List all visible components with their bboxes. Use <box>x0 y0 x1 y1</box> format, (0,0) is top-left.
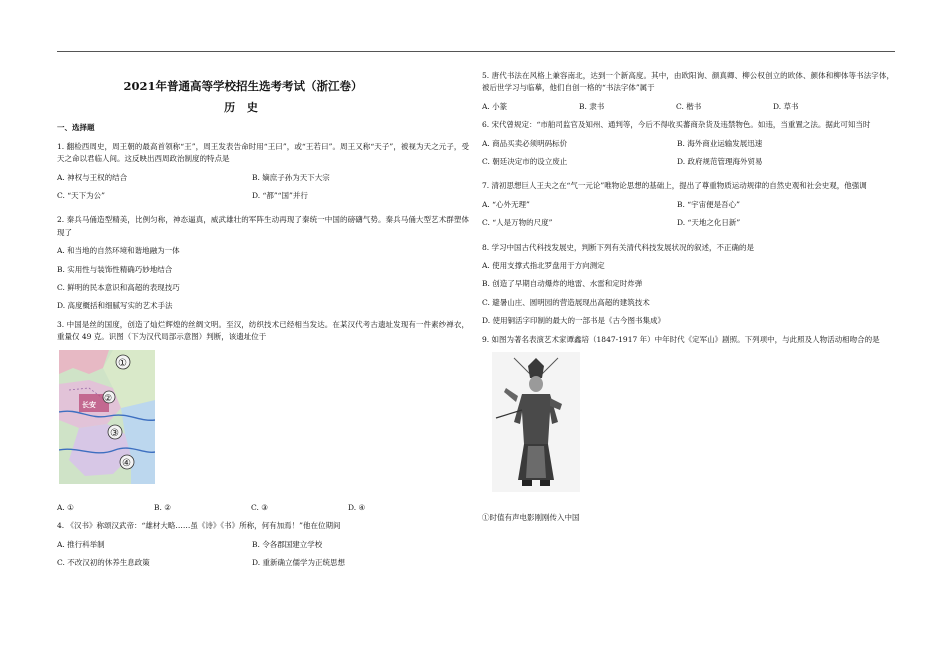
q3-option-b[interactable]: B. ② <box>154 502 172 512</box>
question-3-stem: 3. 中国是丝的国度，创造了灿烂辉煌的丝绸文明。至汉，纺织技术已经相当发达。在某汉代考古遗址发现有一件素纱禅衣，重量仅 49 克。识图（下为汉代局部示意图）判断，该遗址位于 <box>57 319 469 342</box>
q4-option-d[interactable]: D. 重新确立儒学为正统思想 <box>252 557 346 567</box>
q7-option-c[interactable]: C. “人是万物的尺度” <box>482 218 553 228</box>
map-graphic <box>59 350 155 484</box>
question-1-stem: 1. 翻检西周史，周王朝的最高首领称“王”，周王发表告命时用“王曰”，或“王若曰”。周王又称“天子”，被视为天之元子，受天之命以君临人间。这反映出西周政治制度的特点是 <box>57 141 469 164</box>
q5-option-a[interactable]: A. 小篆 <box>482 101 508 111</box>
q3-option-a[interactable]: A. ① <box>57 502 74 512</box>
q7-option-a[interactable]: A. “心外无理” <box>482 199 530 209</box>
right-column <box>482 70 894 531</box>
q5-option-d[interactable]: D. 草书 <box>773 101 799 111</box>
question-2-stem: 2. 秦兵马俑造型精美，比例匀称，神态逼真，威武雄壮的军阵生动再现了秦统一中国的磅礴气势。秦兵马俑大型艺术群塑体现了 <box>57 215 469 237</box>
question-1-options <box>57 172 469 209</box>
q7-option-b[interactable]: B. “宇宙便是吾心” <box>677 199 740 209</box>
question-9-stem: 9. 如图为著名表演艺术家谭鑫培（1847-1917 年）中年时代《定军山》剧照。下列项中，与此照及人物活动相吻合的是 <box>482 334 880 344</box>
left-column <box>57 70 469 581</box>
q3-option-c[interactable]: C. ③ <box>251 502 268 512</box>
map-marker-4: ④ <box>122 457 131 469</box>
q7-option-d[interactable]: D. “天地之化日新” <box>677 218 741 228</box>
q2-option-b[interactable]: B. 实用性与装饰性精确巧妙地结合 <box>57 264 173 274</box>
question-7-options <box>482 199 894 236</box>
question-7-stem: 7. 清初思想巨人王夫之在“气一元论”唯物论思想的基础上，提出了尊重物质运动规律的自然史观和社会史观，他强调 <box>482 181 867 191</box>
q5-option-b[interactable]: B. 隶书 <box>579 101 605 111</box>
question-4-stem: 4. 《汉书》称颂汉武帝：“雄材大略……虽《诗》《书》所称，何有加焉！”他在位期间 <box>57 521 341 531</box>
question-5-options <box>482 101 894 113</box>
q8-option-b[interactable]: B. 创造了早期自动爆炸的地雷、水雷和定时炸弹 <box>482 279 643 289</box>
q8-option-d[interactable]: D. 使用铜活字印制的最大的一部书是《古今图书集成》 <box>482 316 666 326</box>
han-dynasty-map <box>59 350 155 484</box>
exam-title: 2021年普通高等学校招生选考考试（浙江卷） <box>123 79 363 93</box>
q2-option-c[interactable]: C. 鲜明的民本意识和高超的表现技巧 <box>57 283 180 293</box>
q8-option-a[interactable]: A. 使用支撑式指北罗盘用于方向测定 <box>482 261 605 271</box>
q6-option-b[interactable]: B. 海外商业运输发展迅速 <box>677 138 763 148</box>
map-marker-2: ② <box>104 393 113 404</box>
opera-photo <box>492 352 580 492</box>
q2-option-d[interactable]: D. 高度概括和细腻写实的艺术手法 <box>57 301 173 311</box>
header-rule <box>57 51 895 52</box>
q9-item-1[interactable]: ①时值有声电影刚刚传入中国 <box>482 513 580 523</box>
q2-option-a[interactable]: A. 和当地的自然环境和谐地融为一体 <box>57 246 180 256</box>
question-8-stem: 8. 学习中国古代科技发展史，判断下列有关清代科技发展状况的叙述，不正确的是 <box>482 242 755 252</box>
q6-option-d[interactable]: D. 政府规范管理海外贸易 <box>677 157 763 167</box>
map-city-label: 长安 <box>82 399 96 409</box>
section-heading: 一、选择题 <box>57 123 95 133</box>
map-marker-3: ③ <box>110 427 119 439</box>
q4-option-a[interactable]: A. 推行科举制 <box>57 539 105 549</box>
q1-option-c[interactable]: C. “天下为公” <box>57 191 105 201</box>
question-5-stem: 5. 唐代书法在风格上兼容南北，达到一个新高度。其中，由欧阳询、颜真卿、柳公权创立的欧体、颜体和柳体等书法字体，被后世学习与临摹，他们自创一格的“书法字体”属于 <box>482 71 894 93</box>
q1-option-a[interactable]: A. 神权与王权的结合 <box>57 172 128 182</box>
question-3-options <box>57 502 469 514</box>
q6-option-c[interactable]: C. 朝廷决定市的设立废止 <box>482 157 568 167</box>
q4-option-b[interactable]: B. 令各郡国建立学校 <box>252 539 323 549</box>
q4-option-c[interactable]: C. 不改汉初的休养生息政策 <box>57 557 150 567</box>
exam-subject: 历 史 <box>224 101 262 114</box>
question-4-options <box>57 539 469 576</box>
q8-option-c[interactable]: C. 避暑山庄、圆明园的营造展现出高超的建筑技术 <box>482 297 650 307</box>
question-6-options <box>482 138 894 175</box>
q1-option-b[interactable]: B. 嫡庶子孙为天下大宗 <box>252 172 330 182</box>
q5-option-c[interactable]: C. 楷书 <box>676 101 702 111</box>
question-6-stem: 6. 宋代曾规定：“市舶司监官及知州、通判等，今后不得收买蕃商杂货及违禁物色。如违，当重置之法。据此可知当时 <box>482 120 871 130</box>
q1-option-d[interactable]: D. “都”“国”并行 <box>252 191 308 201</box>
q6-option-a[interactable]: A. 商品买卖必须明码标价 <box>482 138 568 148</box>
q3-option-d[interactable]: D. ④ <box>348 502 366 512</box>
map-marker-1: ① <box>118 357 127 369</box>
opera-figure-image <box>492 352 580 492</box>
